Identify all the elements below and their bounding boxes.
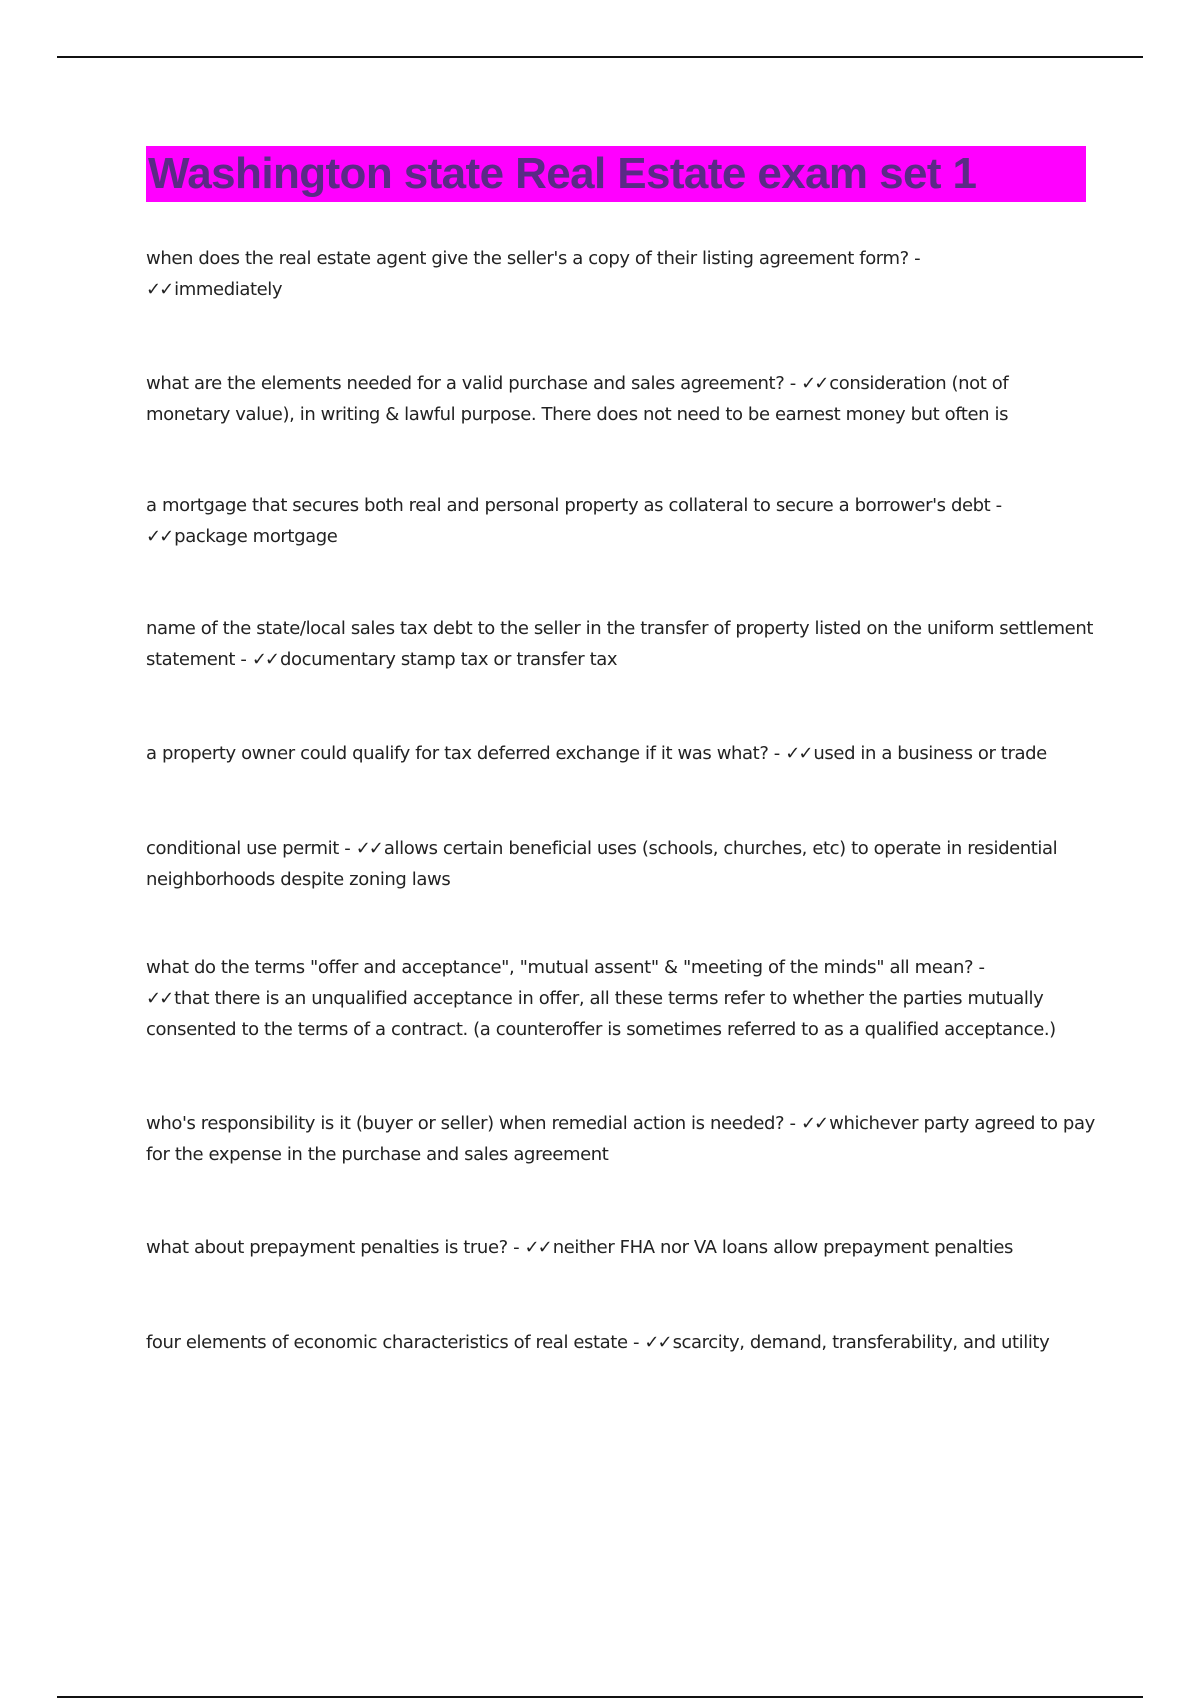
qa-item-9	[146, 1232, 1096, 1263]
answer-text: documentary stamp tax or transfer tax	[280, 649, 618, 670]
question-text: what do the terms "offer and acceptance", "mutual assent" & "meeting of the minds" all mean?	[146, 957, 974, 978]
question-text: when does the real estate agent give the seller's a copy of their listing agreement form?	[146, 248, 909, 269]
question-text: name of the state/local sales tax debt to the seller in the transfer of property listed on the uniform settlement statement	[146, 618, 1094, 670]
question-text: what are the elements needed for a valid purchase and sales agreement?	[146, 373, 785, 394]
separator: -	[235, 649, 252, 670]
answer-text: neither FHA nor VA loans allow prepayment penalties	[552, 1237, 1014, 1258]
qa-item-4	[146, 613, 1096, 675]
answer-text: whichever party agreed to pay for the expense in the purchase and sales agreement	[146, 1113, 1095, 1165]
qa-item-2	[146, 368, 1096, 430]
separator: -	[338, 838, 356, 859]
question-text: what about prepayment penalties is true?	[146, 1237, 508, 1258]
check-mark-icon: ✓✓	[524, 1237, 551, 1258]
answer-text: that there is an unqualified acceptance in offer, all these terms refer to whether the parties mutually consented to the terms of a contract. (a counteroffer is sometimes referred to as a qualified acceptance.)	[146, 988, 1056, 1040]
footer-rule	[57, 1696, 1143, 1698]
qa-item-3	[146, 490, 1096, 552]
page-title: Washington state Real Estate exam set 1	[148, 149, 977, 198]
qa-item-1	[146, 243, 1096, 305]
separator: -	[507, 1237, 525, 1258]
qa-item-7	[146, 952, 1096, 1045]
answer-text: immediately	[174, 279, 283, 300]
qa-item-10	[146, 1327, 1096, 1358]
separator: -	[908, 248, 921, 269]
answer-text: used in a business or trade	[813, 743, 1047, 764]
qa-item-8	[146, 1108, 1096, 1170]
separator: -	[784, 1113, 801, 1134]
separator: -	[990, 495, 1002, 516]
separator: -	[627, 1332, 645, 1353]
qa-item-5	[146, 738, 1096, 769]
check-mark-icon: ✓✓	[644, 1332, 671, 1353]
check-mark-icon: ✓✓	[800, 1113, 828, 1134]
answer-text: scarcity, demand, transferability, and utility	[672, 1332, 1050, 1353]
question-text: who's responsibility is it (buyer or seller) when remedial action is needed?	[146, 1113, 785, 1134]
separator: -	[768, 743, 786, 764]
title-highlight	[146, 146, 1086, 202]
qa-item-6	[146, 833, 1096, 895]
check-mark-icon: ✓✓	[146, 279, 173, 300]
header-rule	[57, 56, 1143, 58]
separator: -	[784, 373, 802, 394]
check-mark-icon: ✓✓	[146, 526, 173, 547]
check-mark-icon: ✓✓	[251, 649, 278, 670]
question-text: conditional use permit	[146, 838, 339, 859]
answer-text: consideration (not of monetary value), in writing & lawful purpose. There does not need to be earnest money but often is	[146, 373, 1009, 425]
question-text: a property owner could qualify for tax deferred exchange if it was what?	[146, 743, 769, 764]
answer-text: package mortgage	[174, 526, 338, 547]
check-mark-icon: ✓✓	[801, 373, 828, 394]
separator: -	[973, 957, 985, 978]
check-mark-icon: ✓✓	[146, 988, 173, 1009]
check-mark-icon: ✓✓	[785, 743, 812, 764]
question-text: a mortgage that secures both real and personal property as collateral to secure a borrower's debt	[146, 495, 991, 516]
check-mark-icon: ✓✓	[355, 838, 382, 859]
answer-text: allows certain beneficial uses (schools, churches, etc) to operate in residential neighborhoods despite zoning laws	[146, 838, 1058, 890]
question-text: four elements of economic characteristics of real estate	[146, 1332, 628, 1353]
